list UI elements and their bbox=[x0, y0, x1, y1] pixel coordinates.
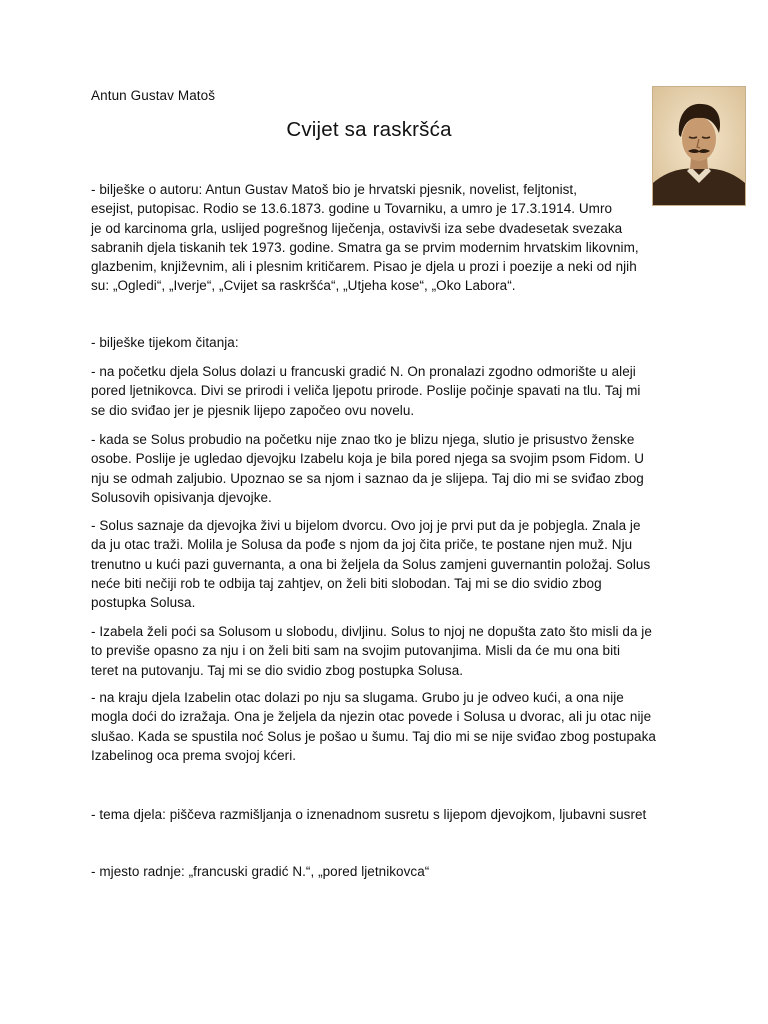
text-line: - na kraju djela Izabelin otac dolazi po nju sa slugama. Grubo ju je odveo kući, a ona nije bbox=[91, 690, 624, 705]
text-line: osobe. Poslije je ugledao djevojku Izabelu koja je bila pored njega sa svojim psom Fidom. U bbox=[91, 451, 645, 467]
text-line: trenutno u kući pazi guvernanta, a ona bi željela da Solus zamjeni guvernantin položaj. Solus bbox=[91, 556, 651, 572]
reading-notes-paragraph-2 bbox=[91, 430, 644, 507]
text-line: - bilješke o autoru: Antun Gustav Matoš bio je hrvatski pjesnik, novelist, feljtonist, bbox=[91, 182, 578, 197]
author-portrait bbox=[652, 86, 746, 206]
text-line: - kada se Solus probudio na početku nije znao tko je blizu njega, slutio je prisustvo ženske bbox=[91, 432, 635, 447]
text-line: pored ljetnikovca. Divi se prirodi i veliča ljepotu prirode. Poslije počinje spavati na tlu. Taj mi bbox=[91, 383, 641, 399]
text-line: Solusovih opisivanja djevojke. bbox=[91, 489, 272, 505]
text-line: postupka Solusa. bbox=[91, 595, 196, 611]
setting-line: - mjesto radnje: „francuski gradić N.“, „pored ljetnikovca“ bbox=[91, 864, 430, 879]
text-line: da ju otac traži. Molila je Solusa da pođe s njom da joj čita priče, te postane njen muž. Nju bbox=[91, 537, 633, 553]
text-line: neće biti nečiji rob te odbija taj zahtjev, on želi biti slobodan. Taj mi se dio svidio zbog bbox=[91, 575, 602, 591]
author-notes-paragraph bbox=[91, 180, 639, 296]
author-name: Antun Gustav Matoš bbox=[91, 88, 216, 103]
reading-notes-paragraph-5 bbox=[91, 688, 656, 765]
page-title: Cvijet sa raskršća bbox=[286, 118, 452, 141]
theme-line: - tema djela: piščeva razmišljanja o iznenadnom susretu s lijepom djevojkom, ljubavni susret bbox=[91, 807, 647, 822]
text-line: su: „Ogledi“, „Iverje“, „Cvijet sa raskršća“, „Utjeha kose“, „Oko Labora“. bbox=[91, 278, 516, 294]
text-line: je od karcinoma grla, uslijed pogrešnog liječenja, ostavivši iza sebe dvadesetak svezaka bbox=[91, 220, 623, 236]
reading-notes-paragraph-1 bbox=[91, 362, 640, 420]
reading-notes-heading: - bilješke tijekom čitanja: bbox=[91, 335, 239, 350]
text-line: Izabelinog oca prema svojoj kćeri. bbox=[91, 747, 297, 763]
text-line: teret na putovanju. Taj mi se dio svidio zbog postupka Solusa. bbox=[91, 662, 464, 678]
text-line: - na početku djela Solus dolazi u francuski gradić N. On pronalazi zgodno odmorište u aleji bbox=[91, 364, 636, 379]
text-line: to previše opasno za nju i on želi biti sam na svojim putovanjima. Misli da će mu ona biti bbox=[91, 643, 621, 659]
portrait-image bbox=[653, 87, 745, 205]
text-line: esejist, putopisac. Rodio se 13.6.1873. godine u Tovarniku, a umro je 17.3.1914. Umro bbox=[91, 201, 613, 217]
text-line: slušao. Kada se spustila noć Solus je pošao u šumu. Taj dio mi se nije sviđao zbog postupaka bbox=[91, 728, 656, 744]
text-line: - Solus saznaje da djevojka živi u bijelom dvorcu. Ovo joj je prvi put da je pobjegla. Znala je bbox=[91, 518, 641, 533]
text-line: se dio sviđao jer je pjesnik lijepo započeo ovu novelu. bbox=[91, 402, 415, 418]
text-line: - Izabela želi poći sa Solusom u slobodu, divljinu. Solus to njoj ne dopušta zato što misli da je bbox=[91, 624, 652, 639]
text-line: glazbenim, književnim, ali i plesnim kritičarem. Pisao je djela u prozi i poezije a neki od njih bbox=[91, 259, 637, 275]
text-line: sabranih djela tiskanih tek 1973. godine. Smatra ga se prvim modernim hrvatskim likovnim, bbox=[91, 239, 639, 255]
text-line: mogla doći do izražaja. Ona je željela da njezin otac povede i Solusa u dvorac, ali ju otac nije bbox=[91, 709, 652, 725]
reading-notes-paragraph-4 bbox=[91, 622, 652, 680]
text-line: nju se odmah zaljubio. Upoznao se sa njom i saznao da je slijepa. Taj dio mi se sviđao zbog bbox=[91, 470, 644, 486]
reading-notes-paragraph-3 bbox=[91, 516, 650, 612]
